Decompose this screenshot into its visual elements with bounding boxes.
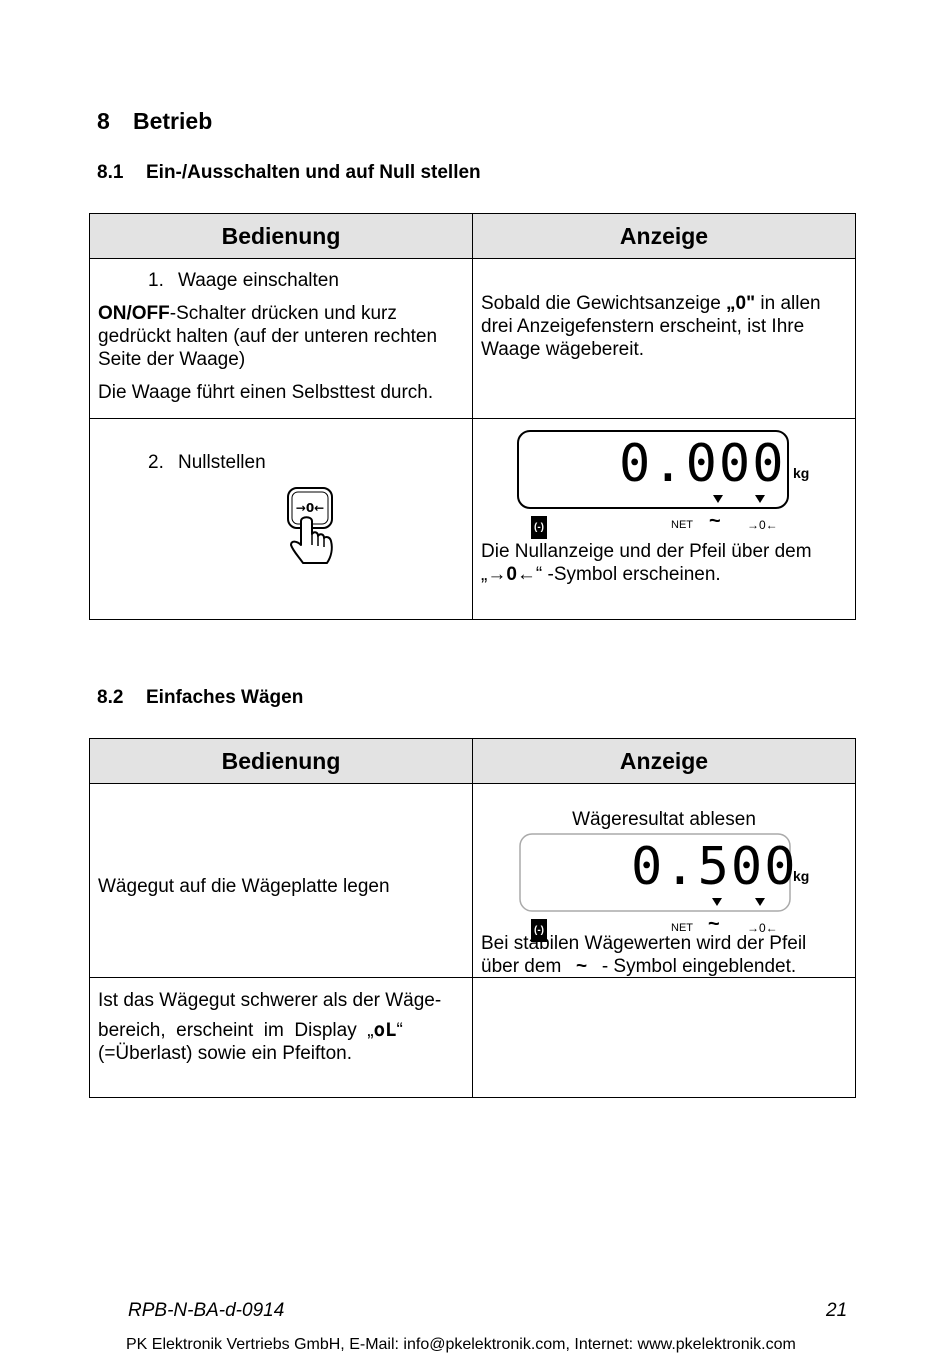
overload-line-2 xyxy=(90,1019,472,1042)
step-label: Nullstellen xyxy=(178,452,266,473)
step-item xyxy=(90,451,266,474)
ready-text-a: Sobald die Gewichtsanzeige xyxy=(481,293,727,314)
stable-caption-b: - Symbol eingeblendet. xyxy=(596,956,797,977)
document-id: RPB-N-BA-d-0914 xyxy=(128,1300,285,1321)
selftest-text: Die Waage führt einen Selbsttest durch. xyxy=(98,382,434,403)
zero-caption xyxy=(473,540,855,586)
zero-indicator: →0← xyxy=(747,921,778,935)
svg-text:→0←: →0← xyxy=(295,501,325,515)
minus-indicator: (-) xyxy=(531,919,547,942)
display-value: 0.000 xyxy=(619,434,786,494)
row1-left-cell xyxy=(90,784,473,978)
operation-table-2 xyxy=(89,738,856,1098)
subsection-title: Ein-/Ausschalten und auf Null stellen xyxy=(146,162,481,183)
stability-tilde-icon: ~ xyxy=(708,913,720,935)
read-result-title: Wägeresultat ablesen xyxy=(572,809,756,830)
scale-display-zero xyxy=(517,430,817,533)
unit-label: kg xyxy=(793,465,810,481)
net-indicator: NET xyxy=(671,922,693,934)
operation-table-1 xyxy=(89,213,856,620)
row1-left-cell xyxy=(90,259,473,419)
overload-symbol: oL xyxy=(373,1019,397,1041)
stability-tilde-icon: ~ xyxy=(709,510,721,532)
page-number: 21 xyxy=(826,1300,848,1321)
step-item xyxy=(90,269,472,292)
stable-caption xyxy=(473,932,855,978)
subsection-number: 8.1 xyxy=(97,162,124,183)
ready-text xyxy=(473,292,855,361)
zero-indicator: →0← xyxy=(747,518,778,532)
section-number: 8 xyxy=(97,108,110,134)
instruction-text xyxy=(90,302,472,371)
step-label: Waage einschalten xyxy=(178,270,339,291)
overload-line-2b: “ xyxy=(396,1020,403,1041)
row2-left-cell xyxy=(90,978,473,1098)
minus-indicator: (-) xyxy=(531,516,547,539)
ready-text-zero: „0" xyxy=(726,293,756,314)
step-number: 1. xyxy=(148,270,164,291)
row1-right-cell xyxy=(473,784,856,978)
zero-caption-symbol: →0← xyxy=(487,564,536,585)
stability-tilde-icon: ~ xyxy=(575,956,588,977)
stable-caption-a: Bei stabilen Wägewerten wird der Pfeil über dem xyxy=(481,933,807,977)
net-indicator: NET xyxy=(671,519,693,531)
place-goods-text: Wägegut auf die Wägeplatte legen xyxy=(98,876,390,897)
row2-right-cell xyxy=(473,419,856,620)
header-bedienung: Bedienung xyxy=(90,739,473,784)
row2-left-cell xyxy=(90,419,473,620)
display-value: 0.500 xyxy=(631,837,798,897)
overload-line-1: Ist das Wägegut schwerer als der Wäge- xyxy=(98,990,442,1011)
header-anzeige: Anzeige xyxy=(473,739,856,784)
instruction-body: -Schalter drücken und kurz gedrückt halten (auf der unteren rechten Seite der Waage) xyxy=(98,303,438,370)
zero-caption-c: “ -Symbol erscheinen. xyxy=(535,564,721,585)
subsection-number: 8.2 xyxy=(97,687,124,708)
ready-text-c: in allen drei Anzeigefenstern erscheint, ist Ihre Waage wägebereit. xyxy=(481,293,821,360)
step-number: 2. xyxy=(148,452,164,473)
header-anzeige: Anzeige xyxy=(473,214,856,259)
subsection-title: Einfaches Wägen xyxy=(146,687,304,708)
company-footer: PK Elektronik Vertriebs GmbH, E-Mail: info@pkelektronik.com, Internet: www.pkelektronik.com xyxy=(126,1336,796,1353)
scale-display-weight xyxy=(519,833,819,936)
zero-key-press-icon xyxy=(283,485,345,569)
header-bedienung: Bedienung xyxy=(90,214,473,259)
section-title: Betrieb xyxy=(133,108,213,134)
row1-right-cell xyxy=(473,259,856,419)
subsection-heading-8-2 xyxy=(97,687,303,709)
subsection-heading-8-1 xyxy=(97,162,481,184)
zero-caption-a: Die Nullanzeige und der Pfeil über dem „ xyxy=(481,541,812,585)
section-heading xyxy=(97,108,212,135)
onoff-label: ON/OFF xyxy=(98,303,170,324)
unit-label: kg xyxy=(793,868,810,884)
overload-line-2a: bereich, erscheint im Display „ xyxy=(98,1020,374,1041)
overload-line-3: (=Überlast) sowie ein Pfeifton. xyxy=(98,1043,352,1064)
row2-right-cell-empty xyxy=(473,978,856,1098)
